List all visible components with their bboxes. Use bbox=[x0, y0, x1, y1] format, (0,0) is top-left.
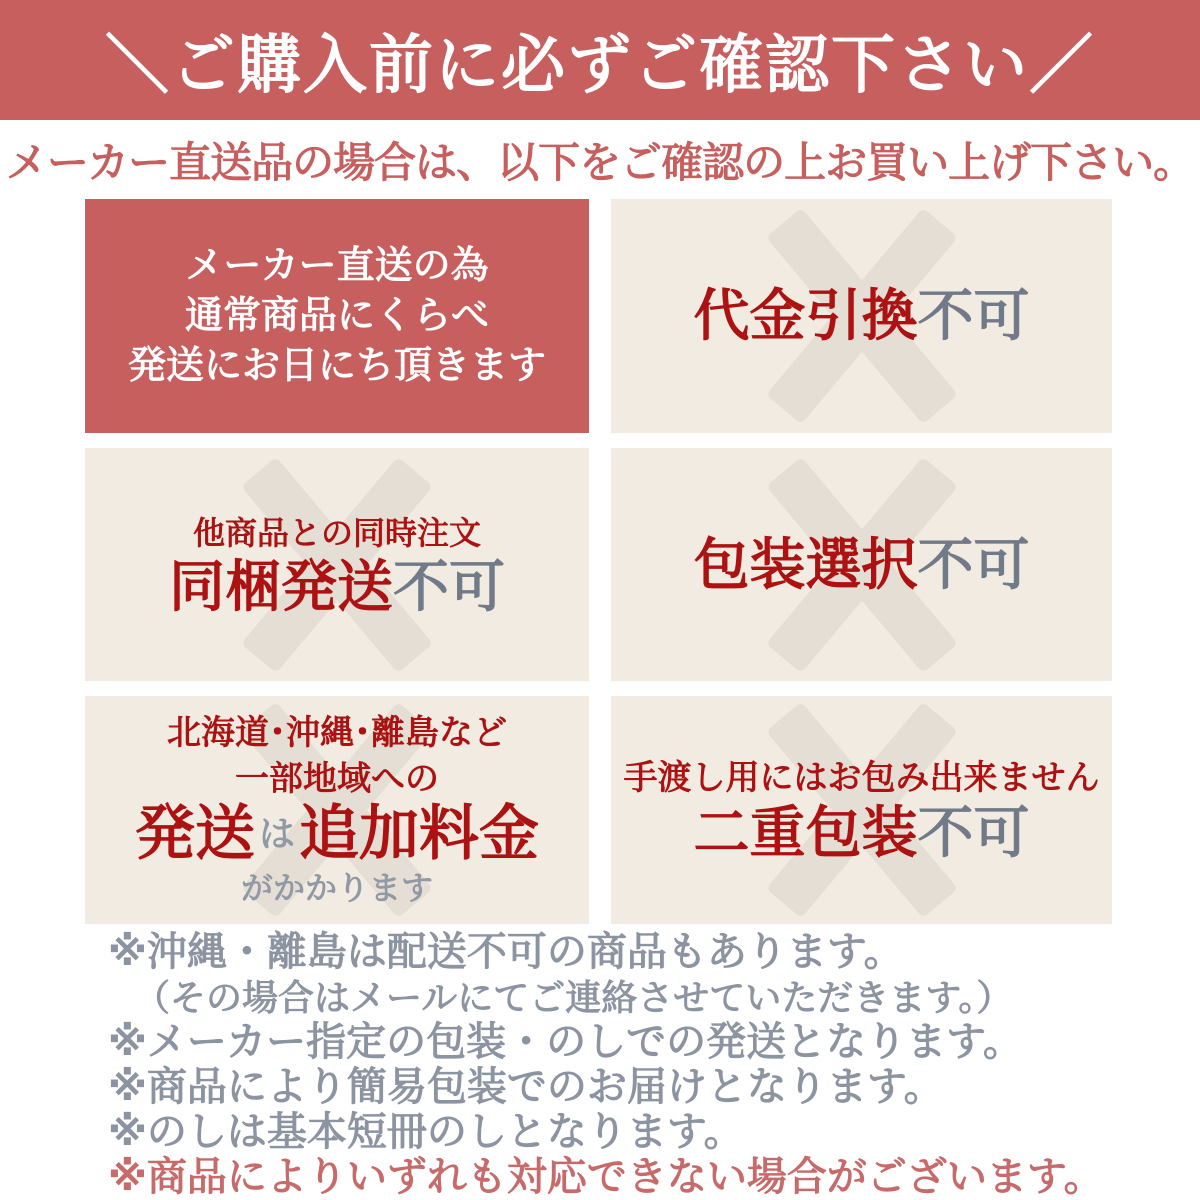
cod-label: 代金引換 bbox=[693, 284, 918, 347]
box-remote-area-fee-content bbox=[135, 710, 539, 910]
box-direct-shipping bbox=[85, 199, 589, 433]
remote-area-note2: 一部地域への bbox=[234, 760, 439, 798]
box-wrapping-choice-content bbox=[694, 533, 1030, 597]
subtitle-text: メーカー直送品の場合は、以下をご確認の上お買い上げ下さい。 bbox=[5, 139, 1195, 186]
double-wrapping-not-available: 不可 bbox=[917, 801, 1030, 864]
footnote-no-support: ※商品によりいずれも対応できない場合がございます。 bbox=[108, 1155, 1104, 1199]
direct-shipping-line2: 通常商品にくらべ bbox=[184, 295, 489, 337]
footnote-mail-contact: （その場合はメールにてご連絡させていただきます。） bbox=[134, 977, 1013, 1018]
subtitle bbox=[0, 128, 1200, 192]
remote-area-particle: は bbox=[258, 813, 295, 854]
remote-area-note1: 北海道･沖縄･離島など bbox=[166, 714, 507, 752]
box-cash-on-delivery-content bbox=[694, 284, 1030, 348]
box-double-wrapping bbox=[611, 696, 1112, 924]
remote-area-bottom: がかかります bbox=[240, 870, 433, 906]
direct-shipping-line1: メーカー直送の為 bbox=[185, 245, 489, 287]
page-title-text: ＼ご購入前に必ずご確認下さい／ bbox=[105, 29, 1095, 101]
remote-area-big2: 追加料金 bbox=[299, 800, 539, 867]
double-wrapping-note: 手渡し用にはお包み出来ません bbox=[623, 759, 1100, 797]
box-direct-shipping-content bbox=[128, 241, 546, 391]
page-title bbox=[0, 0, 1200, 120]
footnote-noshi: ※のしは基本短冊のしとなります。 bbox=[108, 1110, 744, 1154]
wrapping-not-available: 不可 bbox=[917, 532, 1030, 596]
direct-shipping-line3: 発送にお日にち頂きます bbox=[127, 345, 546, 387]
footnotes bbox=[108, 930, 1168, 1200]
box-remote-area-fee bbox=[85, 696, 589, 924]
box-double-wrapping-content bbox=[624, 755, 1100, 865]
footnote-simple-wrapping: ※商品により簡易包装でのお届けとなります。 bbox=[108, 1065, 944, 1109]
bundled-note: 他商品との同時注文 bbox=[192, 514, 481, 551]
remote-area-big1: 発送 bbox=[134, 800, 255, 867]
box-bundled-shipping-content bbox=[169, 511, 505, 619]
bundled-not-available: 不可 bbox=[393, 554, 505, 618]
wrapping-label: 包装選択 bbox=[693, 532, 918, 596]
bundled-label: 同梱発送 bbox=[169, 554, 393, 618]
footnote-okinawa: ※沖縄・離島は配送不可の商品もあります。 bbox=[108, 930, 904, 974]
box-cash-on-delivery bbox=[611, 199, 1112, 433]
footnote-maker-wrapping: ※メーカー指定の包装・のしでの発送となります。 bbox=[108, 1020, 1023, 1064]
double-wrapping-label: 二重包装 bbox=[693, 801, 918, 864]
cod-not-available: 不可 bbox=[917, 284, 1030, 347]
box-wrapping-choice bbox=[611, 448, 1112, 681]
box-bundled-shipping bbox=[85, 448, 589, 681]
